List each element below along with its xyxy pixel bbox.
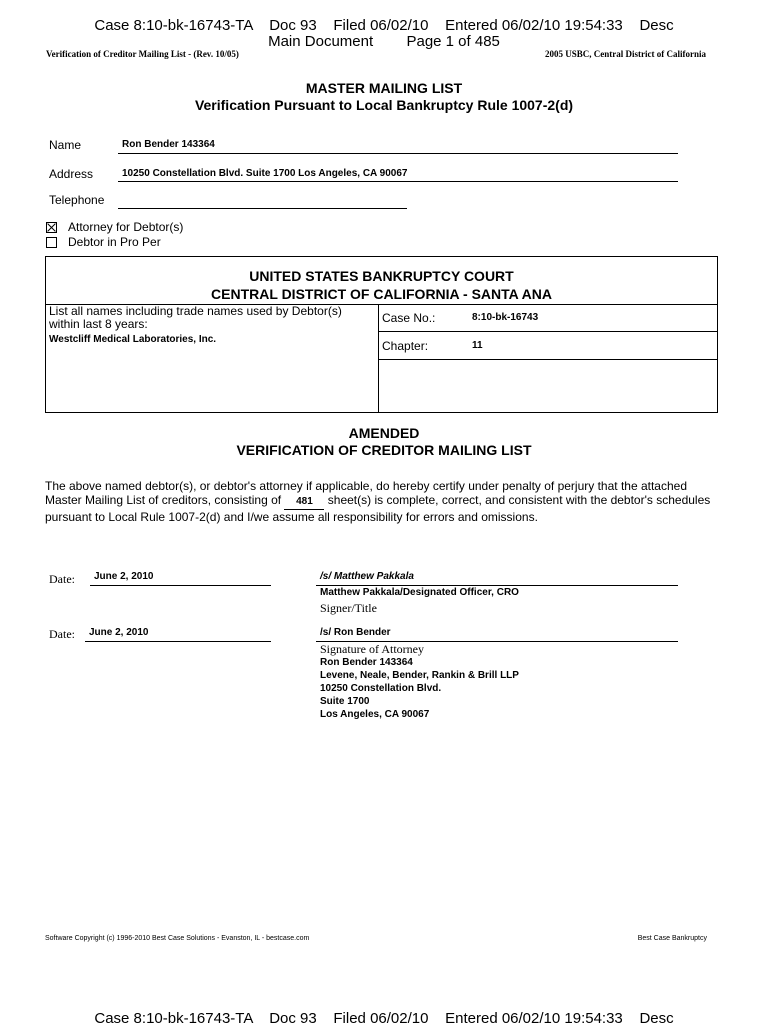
- amended-heading: AMENDED: [348, 425, 420, 441]
- page-title: MASTER MAILING LIST: [305, 80, 463, 96]
- debtor-name: Westcliff Medical Laboratories, Inc.: [49, 334, 217, 345]
- attorney-signature: /s/ Ron Bender: [320, 627, 391, 638]
- form-revision-tag: Verification of Creditor Mailing List - (Rev. 10/05): [46, 49, 239, 59]
- page-subtitle: Verification Pursuant to Local Bankruptcy Rule 1007-2(d): [194, 97, 574, 113]
- software-copyright: Software Copyright (c) 1996-2010 Best Case Solutions - Evanston, IL - bestcase.com: [45, 935, 310, 942]
- case-row-divider: [378, 331, 718, 332]
- date-label-1: Date:: [49, 572, 75, 586]
- filing-stamp-line2: Main Document Page 1 of 485: [268, 33, 500, 50]
- attorney-line: Levene, Neale, Bender, Rankin & Brill LLP: [320, 670, 519, 681]
- attorney-line: Suite 1700: [320, 696, 370, 707]
- case-number-label: Case No.:: [382, 311, 436, 325]
- address-underline: [118, 181, 678, 182]
- date-value-2: June 2, 2010: [89, 627, 149, 638]
- address-label: Address: [49, 167, 94, 181]
- signer-title-label: Signer/Title: [320, 601, 377, 615]
- best-case-brand: Best Case Bankruptcy: [637, 935, 707, 942]
- case-number-value: 8:10-bk-16743: [472, 312, 539, 323]
- attorney-address-block: [320, 656, 519, 721]
- telephone-label: Telephone: [49, 193, 105, 207]
- chapter-row-divider: [378, 359, 718, 360]
- certification-text-part2: sheet(s) is complete, correct, and consistent with the debtor's schedules pursuant to Local Rule 1007-2(d) and I/we assume all responsibility for errors and omissions.: [45, 493, 711, 524]
- filing-stamp-bottom: Case 8:10-bk-16743-TA Doc 93 Filed 06/02/10 Entered 06/02/10 19:54:33 Desc: [94, 1010, 674, 1027]
- attorney-line: 10250 Constellation Blvd.: [320, 683, 442, 694]
- sheet-count: 481: [284, 495, 324, 510]
- attorney-line: Ron Bender 143364: [320, 657, 413, 668]
- debtor-names-label: List all names including trade names used by Debtor(s) within last 8 years:: [49, 304, 342, 331]
- telephone-underline: [118, 208, 407, 209]
- chapter-value: 11: [472, 340, 483, 351]
- court-name: UNITED STATES BANKRUPTCY COURT: [249, 268, 514, 284]
- date-underline-2: [85, 641, 271, 642]
- pro-per-checkbox-label: Debtor in Pro Per: [68, 235, 161, 249]
- verification-heading: VERIFICATION OF CREDITOR MAILING LIST: [236, 442, 532, 458]
- certification-text-part1: The above named debtor(s), or debtor's attorney if applicable, do hereby certify under penalty of perjury that the attached Master Mailing List of creditors, consisting of: [45, 479, 687, 507]
- filing-stamp-line1: Case 8:10-bk-16743-TA Doc 93 Filed 06/02/10 Entered 06/02/10 19:54:33 Desc: [94, 17, 674, 34]
- signer-name: Matthew Pakkala/Designated Officer, CRO: [320, 587, 519, 598]
- attorney-checkbox-label: Attorney for Debtor(s): [68, 220, 184, 234]
- attorney-checkbox[interactable]: [46, 222, 57, 233]
- signer-signature-line: [316, 585, 678, 586]
- court-district: CENTRAL DISTRICT OF CALIFORNIA - SANTA ANA: [211, 286, 552, 302]
- name-value: Ron Bender 143364: [122, 139, 215, 150]
- name-underline: [118, 153, 678, 154]
- name-label: Name: [49, 138, 82, 152]
- signer-signature: /s/ Matthew Pakkala: [320, 571, 414, 582]
- court-form-tag: 2005 USBC, Central District of California: [545, 49, 706, 59]
- certification-paragraph: [45, 479, 725, 524]
- pro-per-checkbox[interactable]: [46, 237, 57, 248]
- address-value: 10250 Constellation Blvd. Suite 1700 Los Angeles, CA 90067: [122, 168, 408, 179]
- attorney-line: Los Angeles, CA 90067: [320, 709, 430, 720]
- date-label-2: Date:: [49, 627, 75, 641]
- attorney-signature-label: Signature of Attorney: [320, 642, 424, 656]
- date-underline-1: [90, 585, 271, 586]
- date-value-1: June 2, 2010: [94, 571, 154, 582]
- chapter-label: Chapter:: [382, 339, 429, 353]
